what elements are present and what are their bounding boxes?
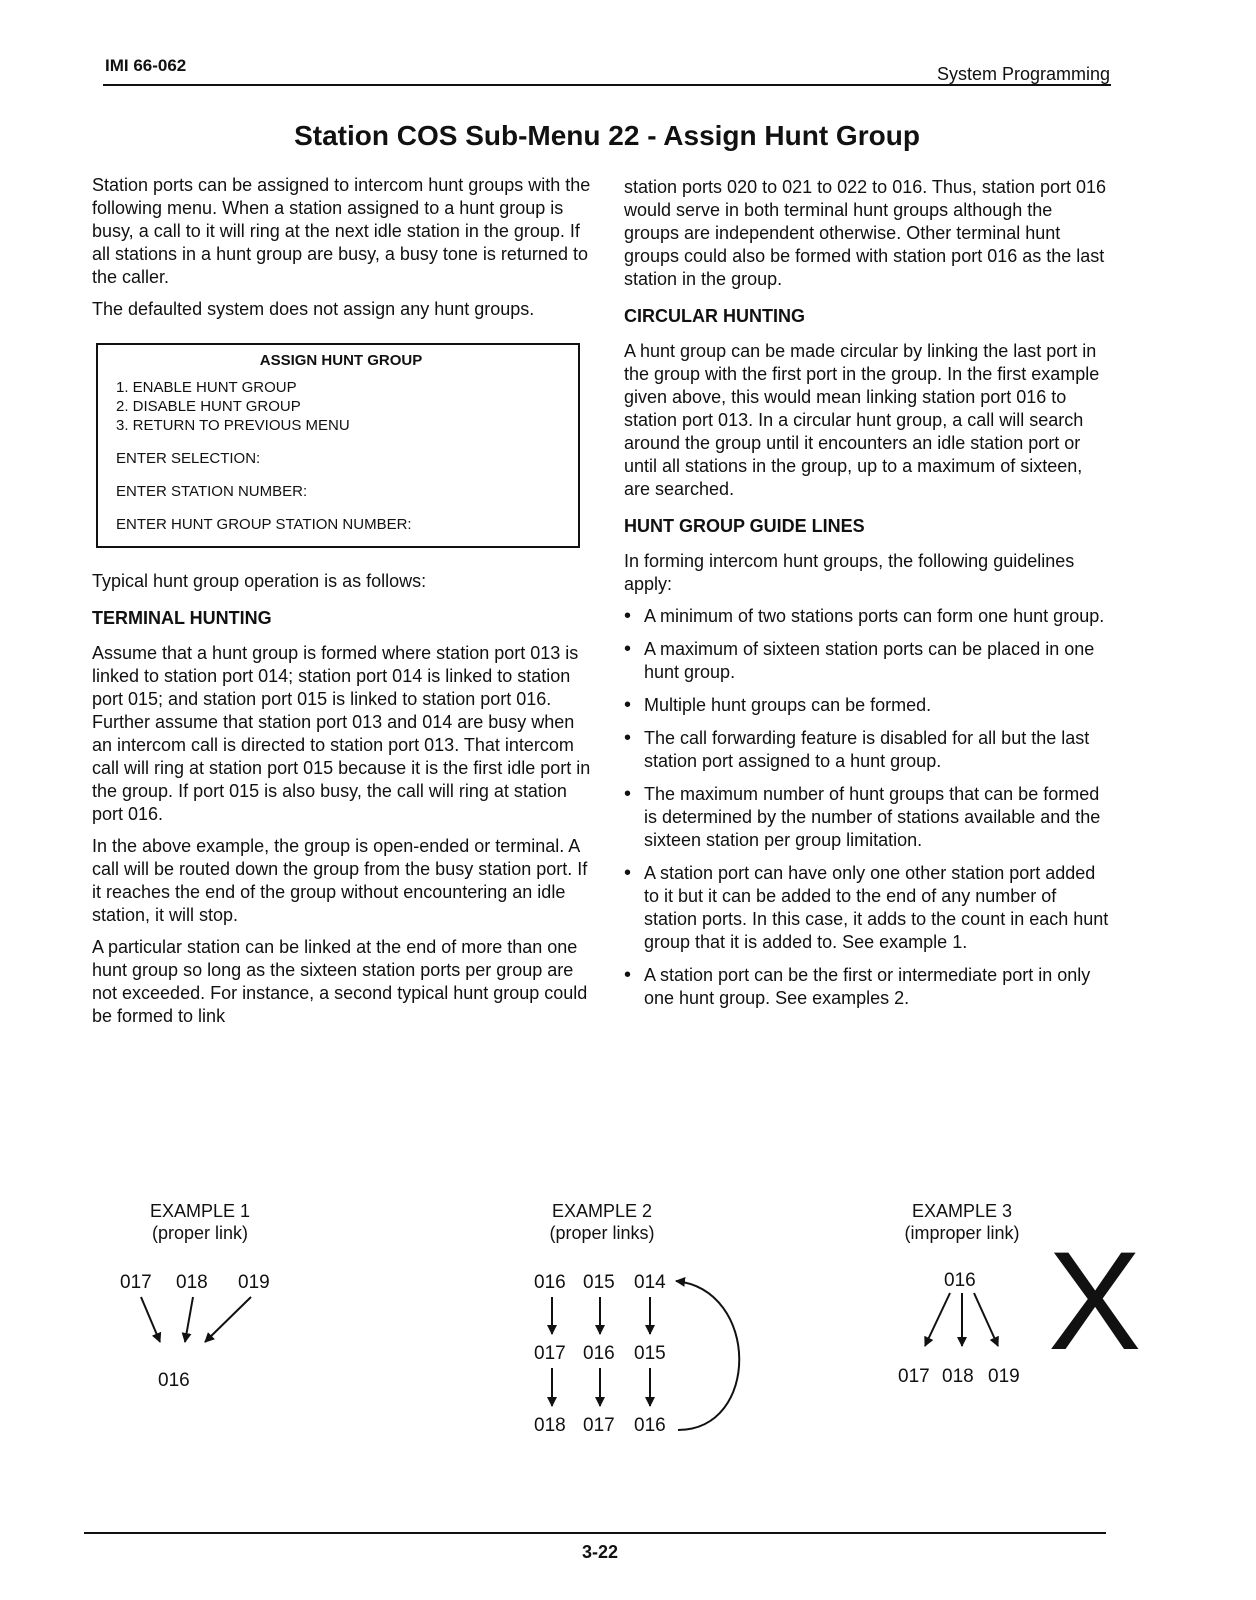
header-doc-id: IMI 66-062 [105, 56, 187, 75]
continued-paragraph: station ports 020 to 021 to 022 to 016. Thus, station port 016 would serve in both terminal hunt groups although the groups are independent otherwise. Other terminal hunt groups could also be formed with station port 016 as the last station in the group. [624, 177, 1107, 289]
example-title: EXAMPLE 3 [911, 1201, 1013, 1221]
port-label: 017 [120, 1272, 152, 1293]
example-subtitle: (proper links) [549, 1223, 655, 1243]
guidelines-list [624, 605, 1110, 1010]
guideline-item: • A station port can have only one other station port added to it but it can be added to the end of any number of station ports. In this case, it adds to the count in each hunt group that it is added to. See example 1. [624, 862, 1110, 954]
port-label: 019 [988, 1366, 1020, 1387]
guideline-item: • Multiple hunt groups can be formed. [624, 694, 1110, 717]
footer-rule [84, 1532, 1106, 1534]
improper-x-mark: X [1048, 1222, 1142, 1379]
menu-prompt: ENTER HUNT GROUP STATION NUMBER: [116, 516, 412, 533]
port-label: 015 [634, 1343, 666, 1364]
port-label: 016 [944, 1270, 976, 1291]
port-label: 016 [583, 1343, 615, 1364]
page-number: 3-22 [581, 1542, 619, 1562]
intro-paragraph: The defaulted system does not assign any hunt groups. [92, 299, 535, 319]
example-3-title [888, 1200, 1036, 1244]
port-label: 014 [634, 1272, 666, 1293]
guideline-item: • The call forwarding feature is disabled for all but the last station port assigned to a hunt group. [624, 727, 1110, 773]
header-section: System Programming [936, 64, 1110, 84]
guidelines-intro: In forming intercom hunt groups, the following guidelines apply: [624, 551, 1075, 594]
guideline-item: • A maximum of sixteen station ports can be placed in one hunt group. [624, 638, 1110, 684]
right-column [624, 176, 1110, 1020]
example-title: EXAMPLE 1 [149, 1201, 251, 1221]
port-label: 018 [942, 1366, 974, 1387]
guideline-item: • The maximum number of hunt groups that can be formed is determined by the number of stations available and the sixteen station per group limitation. [624, 783, 1110, 852]
menu-prompt: ENTER SELECTION: [116, 450, 261, 467]
example-subtitle: (improper link) [904, 1223, 1020, 1243]
arrow-ex2-loop [676, 1281, 739, 1430]
circular-paragraph: A hunt group can be made circular by linking the last port in the group with the first port in the group. In the first example given above, this would mean linking station port 016 to station port 013. In a circular hunt group, a call will search around the group until it encounters an idle station port or until all stations in the group, up to a maximum of sixteen, are searched. [624, 341, 1100, 499]
terminal-paragraph: Assume that a hunt group is formed where station port 013 is linked to station port 014; station port 014 is linked to station port 015; and station port 015 is linked to station port 016. Further assume that station port 013 and 014 are busy when an intercom call is directed to station port 013. That intercom call will ring at station port 015 because it is the first idle port in the group. If port 015 is also busy, the call will ring at station port 016. [92, 643, 591, 824]
arrow-018-016 [185, 1297, 193, 1342]
arrow-016-017 [925, 1293, 950, 1346]
circular-hunting-heading: CIRCULAR HUNTING [624, 306, 805, 326]
example-2-title [528, 1200, 676, 1244]
port-label: 019 [238, 1272, 270, 1293]
port-label: 018 [534, 1415, 566, 1436]
port-label: 017 [534, 1343, 566, 1364]
menu-box [96, 343, 580, 548]
arrow-016-019 [974, 1293, 998, 1346]
typical-operation: Typical hunt group operation is as follows: [92, 571, 427, 591]
terminal-hunting-heading: TERMINAL HUNTING [92, 608, 272, 628]
example-subtitle: (proper link) [151, 1223, 249, 1243]
arrow-019-016 [205, 1297, 251, 1342]
terminal-paragraph: A particular station can be linked at the end of more than one hunt group so long as the sixteen station ports per group are not exceeded. For instance, a second typical hunt group could be formed to link [92, 937, 588, 1026]
menu-items [116, 378, 566, 435]
port-label: 017 [898, 1366, 930, 1387]
example-1-title [130, 1200, 270, 1244]
port-label: 018 [176, 1272, 208, 1293]
port-label: 016 [158, 1370, 190, 1391]
guidelines-heading: HUNT GROUP GUIDE LINES [624, 516, 865, 536]
guideline-item: • A minimum of two stations ports can form one hunt group. [624, 605, 1110, 628]
guideline-item: • A station port can be the first or intermediate port in only one hunt group. See examples 2. [624, 964, 1110, 1010]
port-label: 017 [583, 1415, 615, 1436]
menu-item: 3. RETURN TO PREVIOUS MENU [116, 417, 350, 434]
left-column [92, 174, 592, 1037]
port-label: 015 [583, 1272, 615, 1293]
header-rule [103, 84, 1111, 86]
menu-prompt: ENTER STATION NUMBER: [116, 483, 308, 500]
terminal-paragraph: In the above example, the group is open-ended or terminal. A call will be routed down the group from the busy station port. If it reaches the end of the group without encountering an idle station, it will stop. [92, 836, 588, 925]
page-title: Station COS Sub-Menu 22 - Assign Hunt Group [294, 120, 920, 151]
port-label: 016 [634, 1415, 666, 1436]
port-label: 016 [534, 1272, 566, 1293]
intro-paragraph: Station ports can be assigned to intercom hunt groups with the following menu. When a station assigned to a hunt group is busy, a call to it will ring at the next idle station in the group. If all stations in a hunt group are busy, a busy tone is returned to the caller. [92, 175, 591, 287]
arrow-017-016 [141, 1297, 160, 1342]
menu-title: ASSIGN HUNT GROUP [259, 352, 423, 369]
menu-item: 2. DISABLE HUNT GROUP [116, 398, 301, 415]
example-title: EXAMPLE 2 [551, 1201, 653, 1221]
menu-item: 1. ENABLE HUNT GROUP [116, 379, 297, 396]
